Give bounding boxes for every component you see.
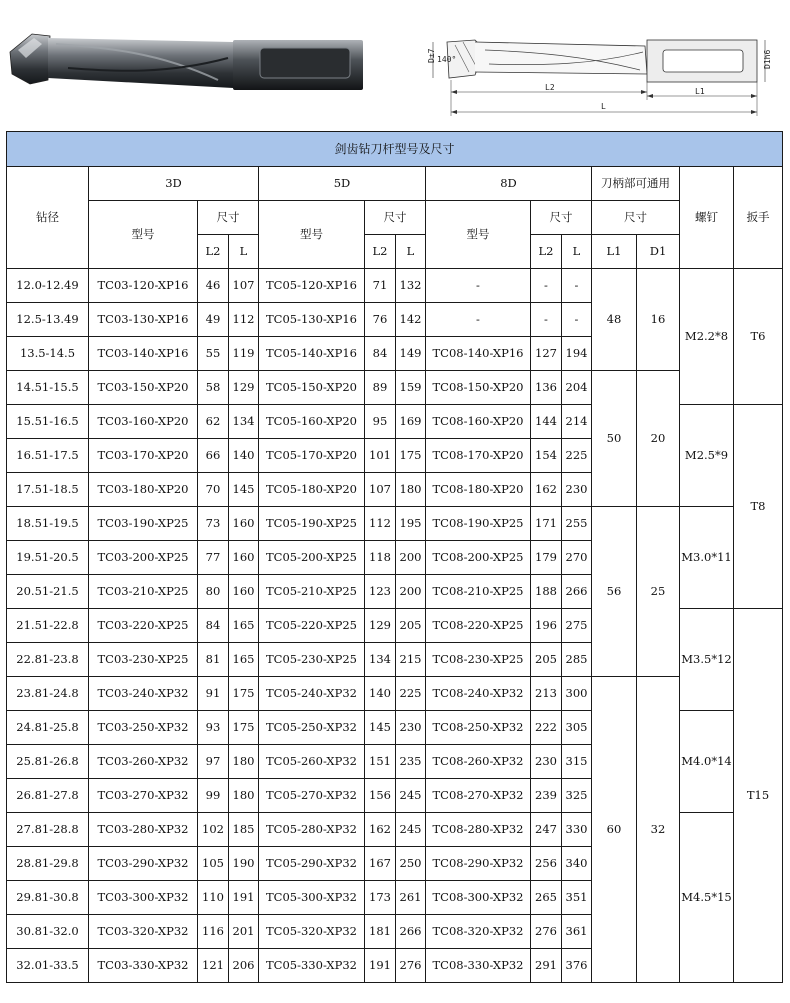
cell-l-5d: 205: [396, 609, 426, 643]
cell-wrench: T8: [734, 405, 783, 609]
cell-diameter: 24.81-25.8: [7, 711, 89, 745]
cell-l2-5d: 167: [365, 847, 396, 881]
cell-model-5d: TC05-220-XP25: [259, 609, 365, 643]
header-3d: 3D: [89, 167, 259, 201]
cell-l2-8d: 213: [531, 677, 562, 711]
cell-l-5d: 169: [396, 405, 426, 439]
cell-l2-8d: 144: [531, 405, 562, 439]
cell-model-5d: TC05-170-XP20: [259, 439, 365, 473]
cell-model-8d: -: [426, 269, 531, 303]
cell-l2-3d: 70: [198, 473, 229, 507]
cell-model-5d: TC05-210-XP25: [259, 575, 365, 609]
cell-diameter: 26.81-27.8: [7, 779, 89, 813]
cell-model-5d: TC05-330-XP32: [259, 949, 365, 983]
cell-diameter: 19.51-20.5: [7, 541, 89, 575]
cell-model-5d: TC05-200-XP25: [259, 541, 365, 575]
cell-model-3d: TC03-200-XP25: [89, 541, 198, 575]
cell-l-5d: 245: [396, 813, 426, 847]
table-row: [7, 371, 783, 405]
cell-l2-5d: 162: [365, 813, 396, 847]
cell-model-5d: TC05-290-XP32: [259, 847, 365, 881]
cell-l2-3d: 62: [198, 405, 229, 439]
d-dim-label: D±7: [427, 48, 436, 63]
cell-l-8d: -: [562, 269, 592, 303]
header-size-8d: 尺寸: [531, 201, 592, 235]
l1-dim-label: L1: [695, 87, 705, 96]
header-l-5d: L: [396, 235, 426, 269]
cell-model-3d: TC03-160-XP20: [89, 405, 198, 439]
cell-l-5d: 245: [396, 779, 426, 813]
cell-model-8d: TC08-300-XP32: [426, 881, 531, 915]
cell-l-8d: 330: [562, 813, 592, 847]
cell-l2-3d: 55: [198, 337, 229, 371]
cell-l-5d: 276: [396, 949, 426, 983]
cell-l2-3d: 99: [198, 779, 229, 813]
cell-l-3d: 165: [229, 643, 259, 677]
cell-l2-8d: 154: [531, 439, 562, 473]
cell-l2-8d: 291: [531, 949, 562, 983]
cell-l-3d: 134: [229, 405, 259, 439]
cell-l-5d: 175: [396, 439, 426, 473]
cell-l2-5d: 140: [365, 677, 396, 711]
cell-l-5d: 180: [396, 473, 426, 507]
cell-diameter: 20.51-21.5: [7, 575, 89, 609]
cell-l-3d: 180: [229, 779, 259, 813]
cell-l2-5d: 181: [365, 915, 396, 949]
cell-l2-5d: 89: [365, 371, 396, 405]
cell-l-5d: 225: [396, 677, 426, 711]
cell-l-3d: 140: [229, 439, 259, 473]
drill-holder-photo: [8, 22, 368, 102]
cell-model-3d: TC03-150-XP20: [89, 371, 198, 405]
l2-dim-label: L2: [545, 83, 555, 92]
cell-diameter: 32.01-33.5: [7, 949, 89, 983]
cell-l-5d: 261: [396, 881, 426, 915]
table-title: 剑齿钻刀杆型号及尺寸: [7, 132, 783, 167]
cell-l-3d: 119: [229, 337, 259, 371]
cell-l2-8d: 205: [531, 643, 562, 677]
cell-l-3d: 160: [229, 507, 259, 541]
cell-l2-3d: 121: [198, 949, 229, 983]
cell-diameter: 21.51-22.8: [7, 609, 89, 643]
cell-screw: M4.0*14: [680, 711, 734, 813]
cell-l2-8d: 239: [531, 779, 562, 813]
cell-l2-5d: 191: [365, 949, 396, 983]
cell-model-8d: TC08-280-XP32: [426, 813, 531, 847]
cell-l-5d: 250: [396, 847, 426, 881]
cell-model-8d: TC08-190-XP25: [426, 507, 531, 541]
cell-l-8d: 351: [562, 881, 592, 915]
header-model-3d: 型号: [89, 201, 198, 269]
cell-l2-5d: 71: [365, 269, 396, 303]
cell-l-5d: 195: [396, 507, 426, 541]
cell-model-3d: TC03-280-XP32: [89, 813, 198, 847]
cell-model-5d: TC05-250-XP32: [259, 711, 365, 745]
cell-l2-8d: 162: [531, 473, 562, 507]
cell-model-3d: TC03-250-XP32: [89, 711, 198, 745]
cell-l1: 48: [592, 269, 637, 371]
cell-d1: 20: [637, 371, 680, 507]
cell-l-8d: 230: [562, 473, 592, 507]
cell-l2-3d: 66: [198, 439, 229, 473]
cell-l-3d: 185: [229, 813, 259, 847]
header-screw: 螺钉: [680, 167, 734, 269]
header-5d: 5D: [259, 167, 426, 201]
cell-model-8d: TC08-320-XP32: [426, 915, 531, 949]
cell-l1: 56: [592, 507, 637, 677]
cell-l2-5d: 134: [365, 643, 396, 677]
cell-diameter: 25.81-26.8: [7, 745, 89, 779]
header-d1: D1: [637, 235, 680, 269]
cell-l1: 60: [592, 677, 637, 983]
cell-l-3d: 175: [229, 677, 259, 711]
cell-l2-3d: 49: [198, 303, 229, 337]
cell-d1: 25: [637, 507, 680, 677]
cell-model-8d: -: [426, 303, 531, 337]
cell-l2-3d: 110: [198, 881, 229, 915]
cell-l-3d: 160: [229, 575, 259, 609]
cell-model-5d: TC05-280-XP32: [259, 813, 365, 847]
header-diameter: 钻径: [7, 167, 89, 269]
cell-l-8d: 204: [562, 371, 592, 405]
cell-l-5d: 159: [396, 371, 426, 405]
cell-diameter: 12.5-13.49: [7, 303, 89, 337]
cell-l2-8d: 188: [531, 575, 562, 609]
cell-model-5d: TC05-230-XP25: [259, 643, 365, 677]
header-shank: 刀柄部可通用: [592, 167, 680, 201]
cell-model-3d: TC03-130-XP16: [89, 303, 198, 337]
cell-d1: 16: [637, 269, 680, 371]
cell-model-8d: TC08-170-XP20: [426, 439, 531, 473]
header-model-8d: 型号: [426, 201, 531, 269]
cell-l-5d: 142: [396, 303, 426, 337]
cell-l-8d: 194: [562, 337, 592, 371]
cell-model-3d: TC03-210-XP25: [89, 575, 198, 609]
header-l-3d: L: [229, 235, 259, 269]
cell-l2-8d: 276: [531, 915, 562, 949]
header-l2-8d: L2: [531, 235, 562, 269]
cell-l-8d: 270: [562, 541, 592, 575]
cell-model-8d: TC08-160-XP20: [426, 405, 531, 439]
cell-l2-3d: 93: [198, 711, 229, 745]
cell-l-8d: 361: [562, 915, 592, 949]
cell-d1: 32: [637, 677, 680, 983]
cell-l-5d: 149: [396, 337, 426, 371]
cell-l-3d: 206: [229, 949, 259, 983]
cell-model-5d: TC05-240-XP32: [259, 677, 365, 711]
cell-l-8d: 225: [562, 439, 592, 473]
cell-model-3d: TC03-230-XP25: [89, 643, 198, 677]
cell-l2-8d: 222: [531, 711, 562, 745]
cell-l2-5d: 173: [365, 881, 396, 915]
cell-model-8d: TC08-200-XP25: [426, 541, 531, 575]
cell-model-8d: TC08-140-XP16: [426, 337, 531, 371]
cell-diameter: 12.0-12.49: [7, 269, 89, 303]
cell-l-5d: 266: [396, 915, 426, 949]
cell-l-3d: 190: [229, 847, 259, 881]
cell-l2-3d: 58: [198, 371, 229, 405]
cell-model-3d: TC03-240-XP32: [89, 677, 198, 711]
cell-diameter: 29.81-30.8: [7, 881, 89, 915]
cell-l2-3d: 46: [198, 269, 229, 303]
cell-model-3d: TC03-140-XP16: [89, 337, 198, 371]
cell-model-3d: TC03-270-XP32: [89, 779, 198, 813]
cell-l2-5d: 95: [365, 405, 396, 439]
cell-model-5d: TC05-120-XP16: [259, 269, 365, 303]
cell-l2-5d: 145: [365, 711, 396, 745]
cell-l-8d: 376: [562, 949, 592, 983]
header-l1: L1: [592, 235, 637, 269]
table-row: [7, 507, 783, 541]
cell-diameter: 17.51-18.5: [7, 473, 89, 507]
cell-model-8d: TC08-180-XP20: [426, 473, 531, 507]
cell-l2-3d: 77: [198, 541, 229, 575]
cell-diameter: 28.81-29.8: [7, 847, 89, 881]
cell-l-5d: 200: [396, 575, 426, 609]
cell-model-5d: TC05-140-XP16: [259, 337, 365, 371]
cell-l-8d: 255: [562, 507, 592, 541]
cell-model-5d: TC05-190-XP25: [259, 507, 365, 541]
cell-l2-8d: 179: [531, 541, 562, 575]
cell-l2-5d: 101: [365, 439, 396, 473]
cell-model-8d: TC08-240-XP32: [426, 677, 531, 711]
cell-l-8d: 325: [562, 779, 592, 813]
header-wrench: 扳手: [734, 167, 783, 269]
product-illustrations: [0, 0, 790, 130]
cell-l2-3d: 81: [198, 643, 229, 677]
cell-l-5d: 132: [396, 269, 426, 303]
cell-l2-8d: 256: [531, 847, 562, 881]
cell-l2-3d: 97: [198, 745, 229, 779]
tip-angle-label: 140°: [437, 55, 457, 64]
cell-l-3d: 191: [229, 881, 259, 915]
cell-model-3d: TC03-220-XP25: [89, 609, 198, 643]
cell-l-5d: 200: [396, 541, 426, 575]
cell-diameter: 18.51-19.5: [7, 507, 89, 541]
cell-model-8d: TC08-260-XP32: [426, 745, 531, 779]
cell-model-8d: TC08-220-XP25: [426, 609, 531, 643]
cell-l-8d: 214: [562, 405, 592, 439]
l-dim-label: L: [601, 102, 606, 111]
cell-diameter: 22.81-23.8: [7, 643, 89, 677]
header-size-shank: 尺寸: [592, 201, 680, 235]
cell-l2-5d: 129: [365, 609, 396, 643]
header-size-5d: 尺寸: [365, 201, 426, 235]
cell-l-3d: 129: [229, 371, 259, 405]
cell-screw: M4.5*15: [680, 813, 734, 983]
cell-l-8d: 340: [562, 847, 592, 881]
cell-model-5d: TC05-270-XP32: [259, 779, 365, 813]
cell-l2-5d: 107: [365, 473, 396, 507]
cell-model-5d: TC05-150-XP20: [259, 371, 365, 405]
cell-l2-8d: -: [531, 303, 562, 337]
cell-l-3d: 160: [229, 541, 259, 575]
cell-model-5d: TC05-180-XP20: [259, 473, 365, 507]
d1-dim-label: D1h6: [763, 49, 772, 69]
cell-l-5d: 235: [396, 745, 426, 779]
cell-l2-3d: 116: [198, 915, 229, 949]
cell-l-8d: 315: [562, 745, 592, 779]
cell-diameter: 14.51-15.5: [7, 371, 89, 405]
cell-l2-3d: 80: [198, 575, 229, 609]
dimension-drawing: [425, 20, 780, 125]
cell-model-5d: TC05-260-XP32: [259, 745, 365, 779]
cell-model-8d: TC08-210-XP25: [426, 575, 531, 609]
cell-l2-8d: 127: [531, 337, 562, 371]
cell-l2-8d: 136: [531, 371, 562, 405]
cell-l-3d: 112: [229, 303, 259, 337]
header-l2-3d: L2: [198, 235, 229, 269]
cell-l2-8d: 171: [531, 507, 562, 541]
header-model-5d: 型号: [259, 201, 365, 269]
cell-model-8d: TC08-250-XP32: [426, 711, 531, 745]
cell-l2-8d: 230: [531, 745, 562, 779]
cell-l2-5d: 84: [365, 337, 396, 371]
cell-l-3d: 145: [229, 473, 259, 507]
cell-diameter: 27.81-28.8: [7, 813, 89, 847]
cell-l-3d: 201: [229, 915, 259, 949]
cell-l2-5d: 76: [365, 303, 396, 337]
cell-l2-8d: 196: [531, 609, 562, 643]
cell-screw: M3.0*11: [680, 507, 734, 609]
cell-l-8d: 300: [562, 677, 592, 711]
cell-model-3d: TC03-290-XP32: [89, 847, 198, 881]
cell-l-3d: 175: [229, 711, 259, 745]
cell-wrench: T15: [734, 609, 783, 983]
cell-model-8d: TC08-230-XP25: [426, 643, 531, 677]
cell-l-5d: 215: [396, 643, 426, 677]
header-size-3d: 尺寸: [198, 201, 259, 235]
cell-l-3d: 180: [229, 745, 259, 779]
cell-model-3d: TC03-300-XP32: [89, 881, 198, 915]
cell-model-3d: TC03-170-XP20: [89, 439, 198, 473]
cell-l2-3d: 84: [198, 609, 229, 643]
cell-l2-5d: 123: [365, 575, 396, 609]
cell-l2-5d: 118: [365, 541, 396, 575]
cell-l2-8d: 247: [531, 813, 562, 847]
cell-l2-8d: -: [531, 269, 562, 303]
cell-diameter: 30.81-32.0: [7, 915, 89, 949]
cell-model-3d: TC03-330-XP32: [89, 949, 198, 983]
cell-l-8d: 285: [562, 643, 592, 677]
cell-diameter: 13.5-14.5: [7, 337, 89, 371]
cell-l2-3d: 102: [198, 813, 229, 847]
cell-l-8d: 275: [562, 609, 592, 643]
table-row: [7, 677, 783, 711]
cell-l-3d: 107: [229, 269, 259, 303]
cell-l2-5d: 156: [365, 779, 396, 813]
cell-screw: M2.5*9: [680, 405, 734, 507]
cell-wrench: T6: [734, 269, 783, 405]
cell-l2-3d: 91: [198, 677, 229, 711]
cell-model-3d: TC03-120-XP16: [89, 269, 198, 303]
cell-model-5d: TC05-160-XP20: [259, 405, 365, 439]
table-row: [7, 269, 783, 303]
header-8d: 8D: [426, 167, 592, 201]
cell-model-3d: TC03-190-XP25: [89, 507, 198, 541]
cell-l2-5d: 151: [365, 745, 396, 779]
cell-diameter: 16.51-17.5: [7, 439, 89, 473]
cell-model-8d: TC08-290-XP32: [426, 847, 531, 881]
cell-l2-8d: 265: [531, 881, 562, 915]
cell-l-8d: 305: [562, 711, 592, 745]
drill-holder-spec-table: [6, 131, 783, 983]
header-l2-5d: L2: [365, 235, 396, 269]
cell-model-8d: TC08-270-XP32: [426, 779, 531, 813]
cell-screw: M2.2*8: [680, 269, 734, 405]
cell-model-3d: TC03-260-XP32: [89, 745, 198, 779]
cell-l1: 50: [592, 371, 637, 507]
cell-model-3d: TC03-320-XP32: [89, 915, 198, 949]
cell-l-3d: 165: [229, 609, 259, 643]
cell-model-8d: TC08-330-XP32: [426, 949, 531, 983]
cell-model-5d: TC05-130-XP16: [259, 303, 365, 337]
cell-l-5d: 230: [396, 711, 426, 745]
cell-model-5d: TC05-320-XP32: [259, 915, 365, 949]
cell-l2-5d: 112: [365, 507, 396, 541]
cell-l-8d: 266: [562, 575, 592, 609]
cell-diameter: 23.81-24.8: [7, 677, 89, 711]
cell-model-8d: TC08-150-XP20: [426, 371, 531, 405]
cell-l2-3d: 105: [198, 847, 229, 881]
cell-l2-3d: 73: [198, 507, 229, 541]
cell-screw: M3.5*12: [680, 609, 734, 711]
cell-diameter: 15.51-16.5: [7, 405, 89, 439]
cell-model-5d: TC05-300-XP32: [259, 881, 365, 915]
header-l-8d: L: [562, 235, 592, 269]
cell-l-8d: -: [562, 303, 592, 337]
cell-model-3d: TC03-180-XP20: [89, 473, 198, 507]
